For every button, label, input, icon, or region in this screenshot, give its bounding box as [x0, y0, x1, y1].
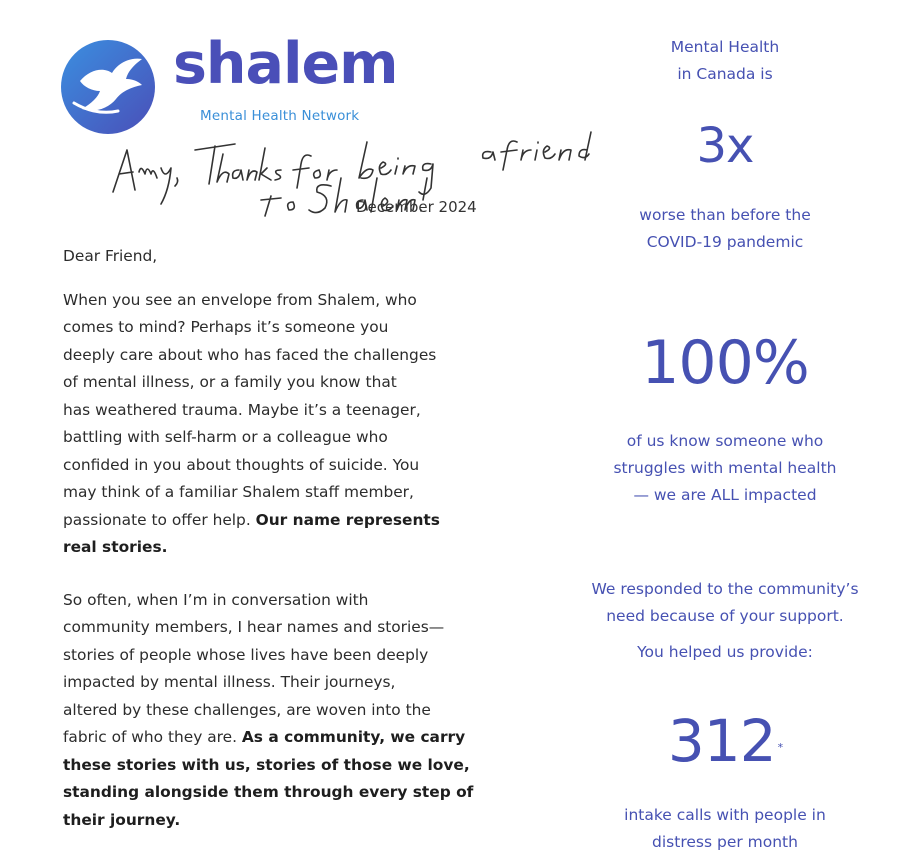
support-statement	[560, 576, 890, 666]
logo-wordmark: shalem	[173, 31, 398, 97]
stat-caption-1	[560, 202, 890, 256]
stat-line: worse than before the	[639, 206, 811, 224]
stat-value-3x: 3x	[696, 118, 754, 174]
stat-line: need because of your support.	[606, 607, 844, 625]
stat-line: distress per month	[652, 833, 798, 851]
paragraph-line: has weathered trauma. Maybe it’s a teenager,	[63, 400, 421, 419]
stat-caption-3	[560, 802, 890, 856]
paragraph-line: battling with self-harm or a colleague who	[63, 428, 388, 446]
stat-line: struggles with mental health	[613, 459, 837, 477]
letter-paragraph-1	[63, 287, 523, 562]
paragraph-line: impacted by mental illness. Their journeys,	[63, 673, 396, 691]
emphasis-text: Our name represents	[255, 510, 440, 529]
paragraph-line: comes to mind? Perhaps it’s someone you	[63, 318, 389, 336]
emphasis-text: real stories.	[63, 538, 168, 556]
paragraph-text: passionate to offer help.	[63, 510, 256, 529]
letter-paragraph-2	[63, 587, 523, 835]
emphasis-text: their journey.	[63, 810, 181, 829]
stat-line: — we are ALL impacted	[633, 486, 817, 504]
footnote-mark: *	[777, 741, 783, 754]
emphasis-text: standing alongside them through every step of	[63, 783, 474, 801]
stat-line: COVID-19 pandemic	[646, 233, 804, 251]
stat-caption-2	[560, 428, 890, 509]
paragraph-line: confided in you about thoughts of suicide. You	[63, 455, 420, 474]
paragraph-line: So often, when I’m in conversation with	[63, 590, 369, 609]
paragraph-line: When you see an envelope from Shalem, who	[63, 290, 417, 309]
stat-number: 312	[667, 707, 776, 775]
salutation: Dear Friend,	[63, 247, 158, 265]
stat-line: You helped us provide:	[637, 643, 813, 661]
paragraph-line: deeply care about who has faced the challenges	[63, 345, 437, 364]
stat-value-100-percent: 100%	[641, 328, 809, 398]
stats-column	[560, 0, 890, 855]
logo-subtitle: Mental Health Network	[200, 108, 360, 124]
stat-line: in Canada is	[677, 65, 773, 83]
stats-intro	[560, 34, 890, 88]
paragraph-line	[63, 507, 523, 535]
paragraph-line: altered by these challenges, are woven into the	[63, 700, 431, 719]
stat-line: of us know someone who	[626, 432, 824, 450]
stat-line: We responded to the community’s	[591, 580, 859, 598]
stat-line: Mental Health	[670, 38, 780, 56]
letter-body	[63, 243, 523, 834]
paragraph-text: fabric of who they are.	[63, 728, 242, 746]
paragraph-line	[63, 724, 523, 752]
emphasis-text: As a community, we carry	[241, 728, 466, 746]
stat-line: intake calls with people in	[624, 806, 826, 824]
emphasis-text: these stories with us, stories of those we love,	[63, 755, 470, 774]
paragraph-line: may think of a familiar Shalem staff member,	[63, 483, 414, 501]
letter-date: December 2024	[356, 198, 477, 216]
paragraph-line: stories of people whose lives have been deeply	[63, 645, 429, 664]
paragraph-line: of mental illness, or a family you know that	[63, 373, 397, 391]
paragraph-line: community members, I hear names and stories—	[63, 618, 445, 636]
stat-value-312	[560, 707, 890, 775]
